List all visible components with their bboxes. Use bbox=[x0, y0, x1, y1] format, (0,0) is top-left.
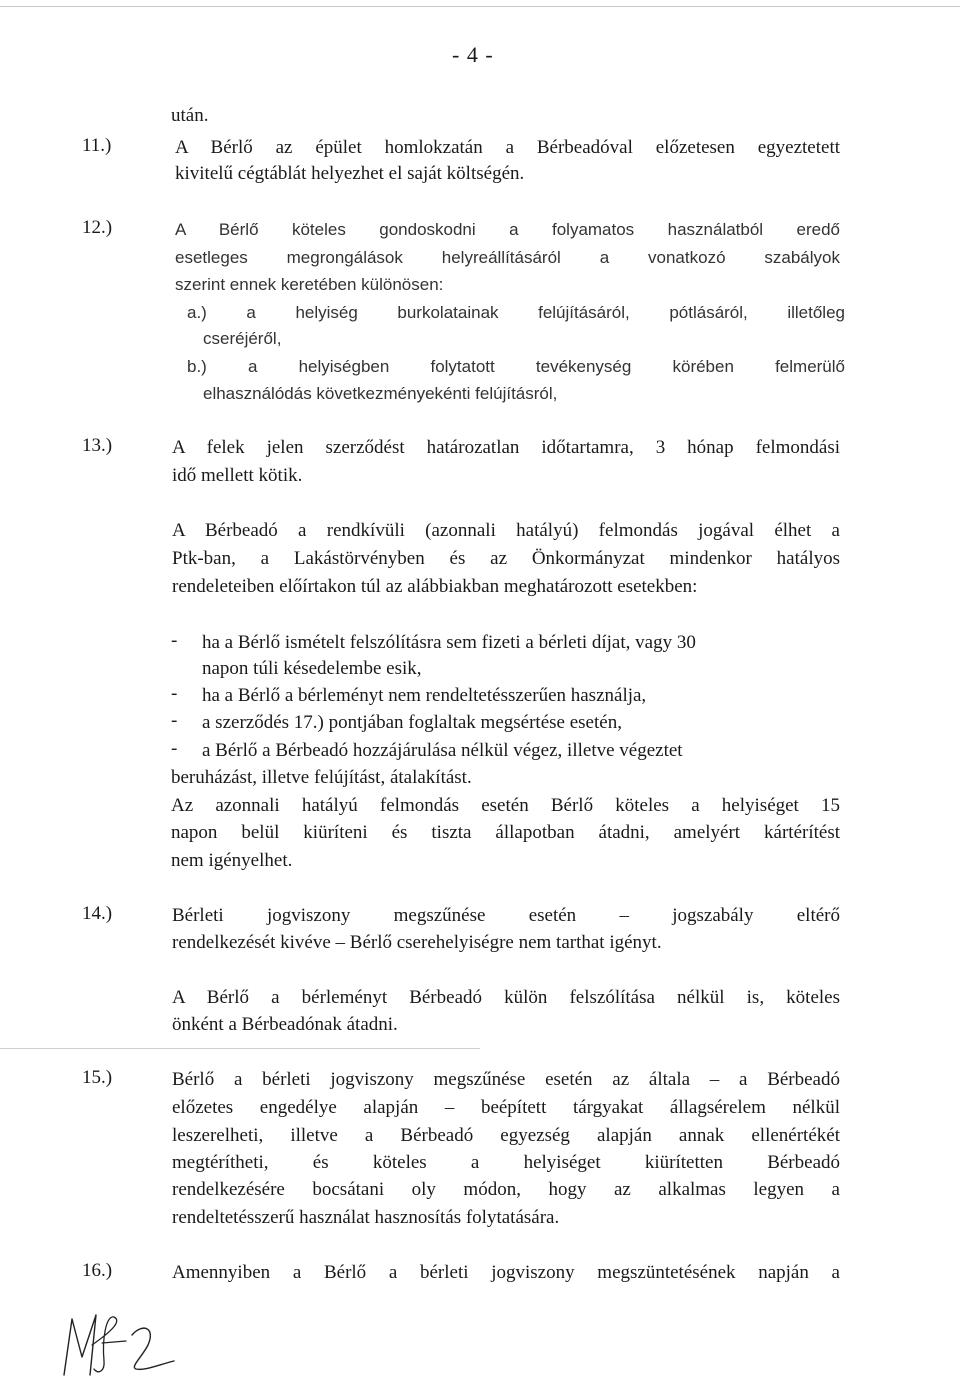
clause-12-item-b: b.) a helyiségben folytatott tevékenység körében felmerülő bbox=[187, 357, 845, 376]
bullet-4-line-1: a Bérlő a Bérbeadó hozzájárulása nélkül végez, illetve végeztet bbox=[202, 740, 683, 761]
paragraph-3-line-1: A Bérlő a bérleményt Bérbeadó külön felszólítása nélkül is, köteles bbox=[172, 987, 840, 1008]
bullet-dash-1: - bbox=[171, 630, 178, 651]
clause-15-line-2: előzetes engedélye alapján – beépített tárgyakat állagsérelem nélkül bbox=[172, 1097, 840, 1118]
scan-edge-line bbox=[0, 6, 960, 7]
clause-number-14: 14.) bbox=[82, 903, 113, 924]
paragraph-2-line-2: napon belül kiüríteni és tiszta állapotban átadni, amelyért kártérítést bbox=[171, 822, 840, 843]
clause-15-line-5: rendelkezésére bocsátani oly módon, hogy az alkalmas legyen a bbox=[172, 1179, 840, 1200]
bullet-dash-4: - bbox=[171, 738, 178, 759]
clause-14-line-1: Bérleti jogviszony megszűnése esetén – jogszabály eltérő bbox=[172, 905, 840, 926]
clause-15-line-4: megtérítheti, és köteles a helyiséget kiürítetten Bérbeadó bbox=[172, 1152, 840, 1173]
clause-12-line-1: A Bérlő köteles gondoskodni a folyamatos használatból eredő bbox=[175, 220, 840, 239]
clause-12-item-b-cont: elhasználódás következményekénti felújításról, bbox=[203, 384, 558, 403]
handwritten-signature bbox=[52, 1305, 182, 1385]
paragraph-1-line-2: Ptk-ban, a Lakástörvényben és az Önkormányzat mindenkor hatályos bbox=[172, 548, 840, 569]
bullet-dash-3: - bbox=[171, 710, 178, 731]
bullet-4-line-2: beruházást, illetve felújítást, átalakítást. bbox=[171, 767, 472, 788]
clause-12-item-a-cont: cseréjéről, bbox=[203, 329, 282, 348]
continuation-line: után. bbox=[171, 105, 209, 126]
clause-13-line-1: A felek jelen szerződést határozatlan időtartamra, 3 hónap felmondási bbox=[172, 437, 840, 458]
paragraph-1-line-3: rendeleteiben előírtakon túl az alábbiakban meghatározott esetekben: bbox=[172, 576, 698, 597]
clause-number-11: 11.) bbox=[82, 135, 112, 156]
bullet-1-line-1: ha a Bérlő ismételt felszólításra sem fizeti a bérleti díjat, vagy 30 bbox=[202, 632, 696, 653]
paragraph-2-line-3: nem igényelhet. bbox=[171, 850, 293, 871]
paragraph-2-line-1: Az azonnali hatályú felmondás esetén Bérlő köteles a helyiséget 15 bbox=[171, 795, 840, 816]
clause-12-line-2: esetleges megrongálások helyreállításáról a vonatkozó szabályok bbox=[175, 248, 840, 267]
clause-number-13: 13.) bbox=[82, 435, 113, 456]
bullet-3: a szerződés 17.) pontjában foglaltak megsértése esetén, bbox=[202, 712, 622, 733]
clause-number-12: 12.) bbox=[82, 217, 113, 238]
clause-12-item-a: a.) a helyiség burkolatainak felújításáról, pótlásáról, illetőleg bbox=[187, 303, 845, 322]
paragraph-1-line-1: A Bérbeadó a rendkívüli (azonnali hatályú) felmondás jogával élhet a bbox=[172, 520, 840, 541]
clause-number-15: 15.) bbox=[82, 1067, 113, 1088]
clause-15-line-3: leszerelheti, illetve a Bérbeadó egyezség alapján annak ellenértékét bbox=[172, 1125, 840, 1146]
clause-14-line-2: rendelkezését kivéve – Bérlő cserehelyiségre nem tarthat igényt. bbox=[172, 932, 662, 953]
clause-number-16: 16.) bbox=[82, 1260, 113, 1281]
clause-15-line-6: rendeltetésszerű használat hasznosítás folytatására. bbox=[172, 1207, 560, 1228]
clause-12-line-3: szerint ennek keretében különösen: bbox=[175, 275, 444, 294]
bullet-1-line-2: napon túli késedelembe esik, bbox=[202, 658, 422, 679]
clause-11-line-2: kivitelű cégtáblát helyezhet el saját költségén. bbox=[175, 163, 525, 184]
clause-13-line-2: idő mellett kötik. bbox=[172, 465, 303, 486]
page-number: - 4 - bbox=[452, 42, 494, 67]
clause-15-line-1: Bérlő a bérleti jogviszony megszűnése esetén az általa – a Bérbeadó bbox=[172, 1069, 840, 1090]
bullet-dash-2: - bbox=[171, 683, 178, 704]
bullet-2: ha a Bérlő a bérleményt nem rendeltetésszerűen használja, bbox=[202, 685, 647, 706]
scan-stray-line bbox=[0, 1048, 480, 1049]
clause-16-line-1: Amennyiben a Bérlő a bérleti jogviszony megszüntetésének napján a bbox=[172, 1262, 840, 1283]
clause-11-line-1: A Bérlő az épület homlokzatán a Bérbeadóval előzetesen egyeztetett bbox=[175, 137, 840, 158]
paragraph-3-line-2: önként a Bérbeadónak átadni. bbox=[172, 1014, 398, 1035]
